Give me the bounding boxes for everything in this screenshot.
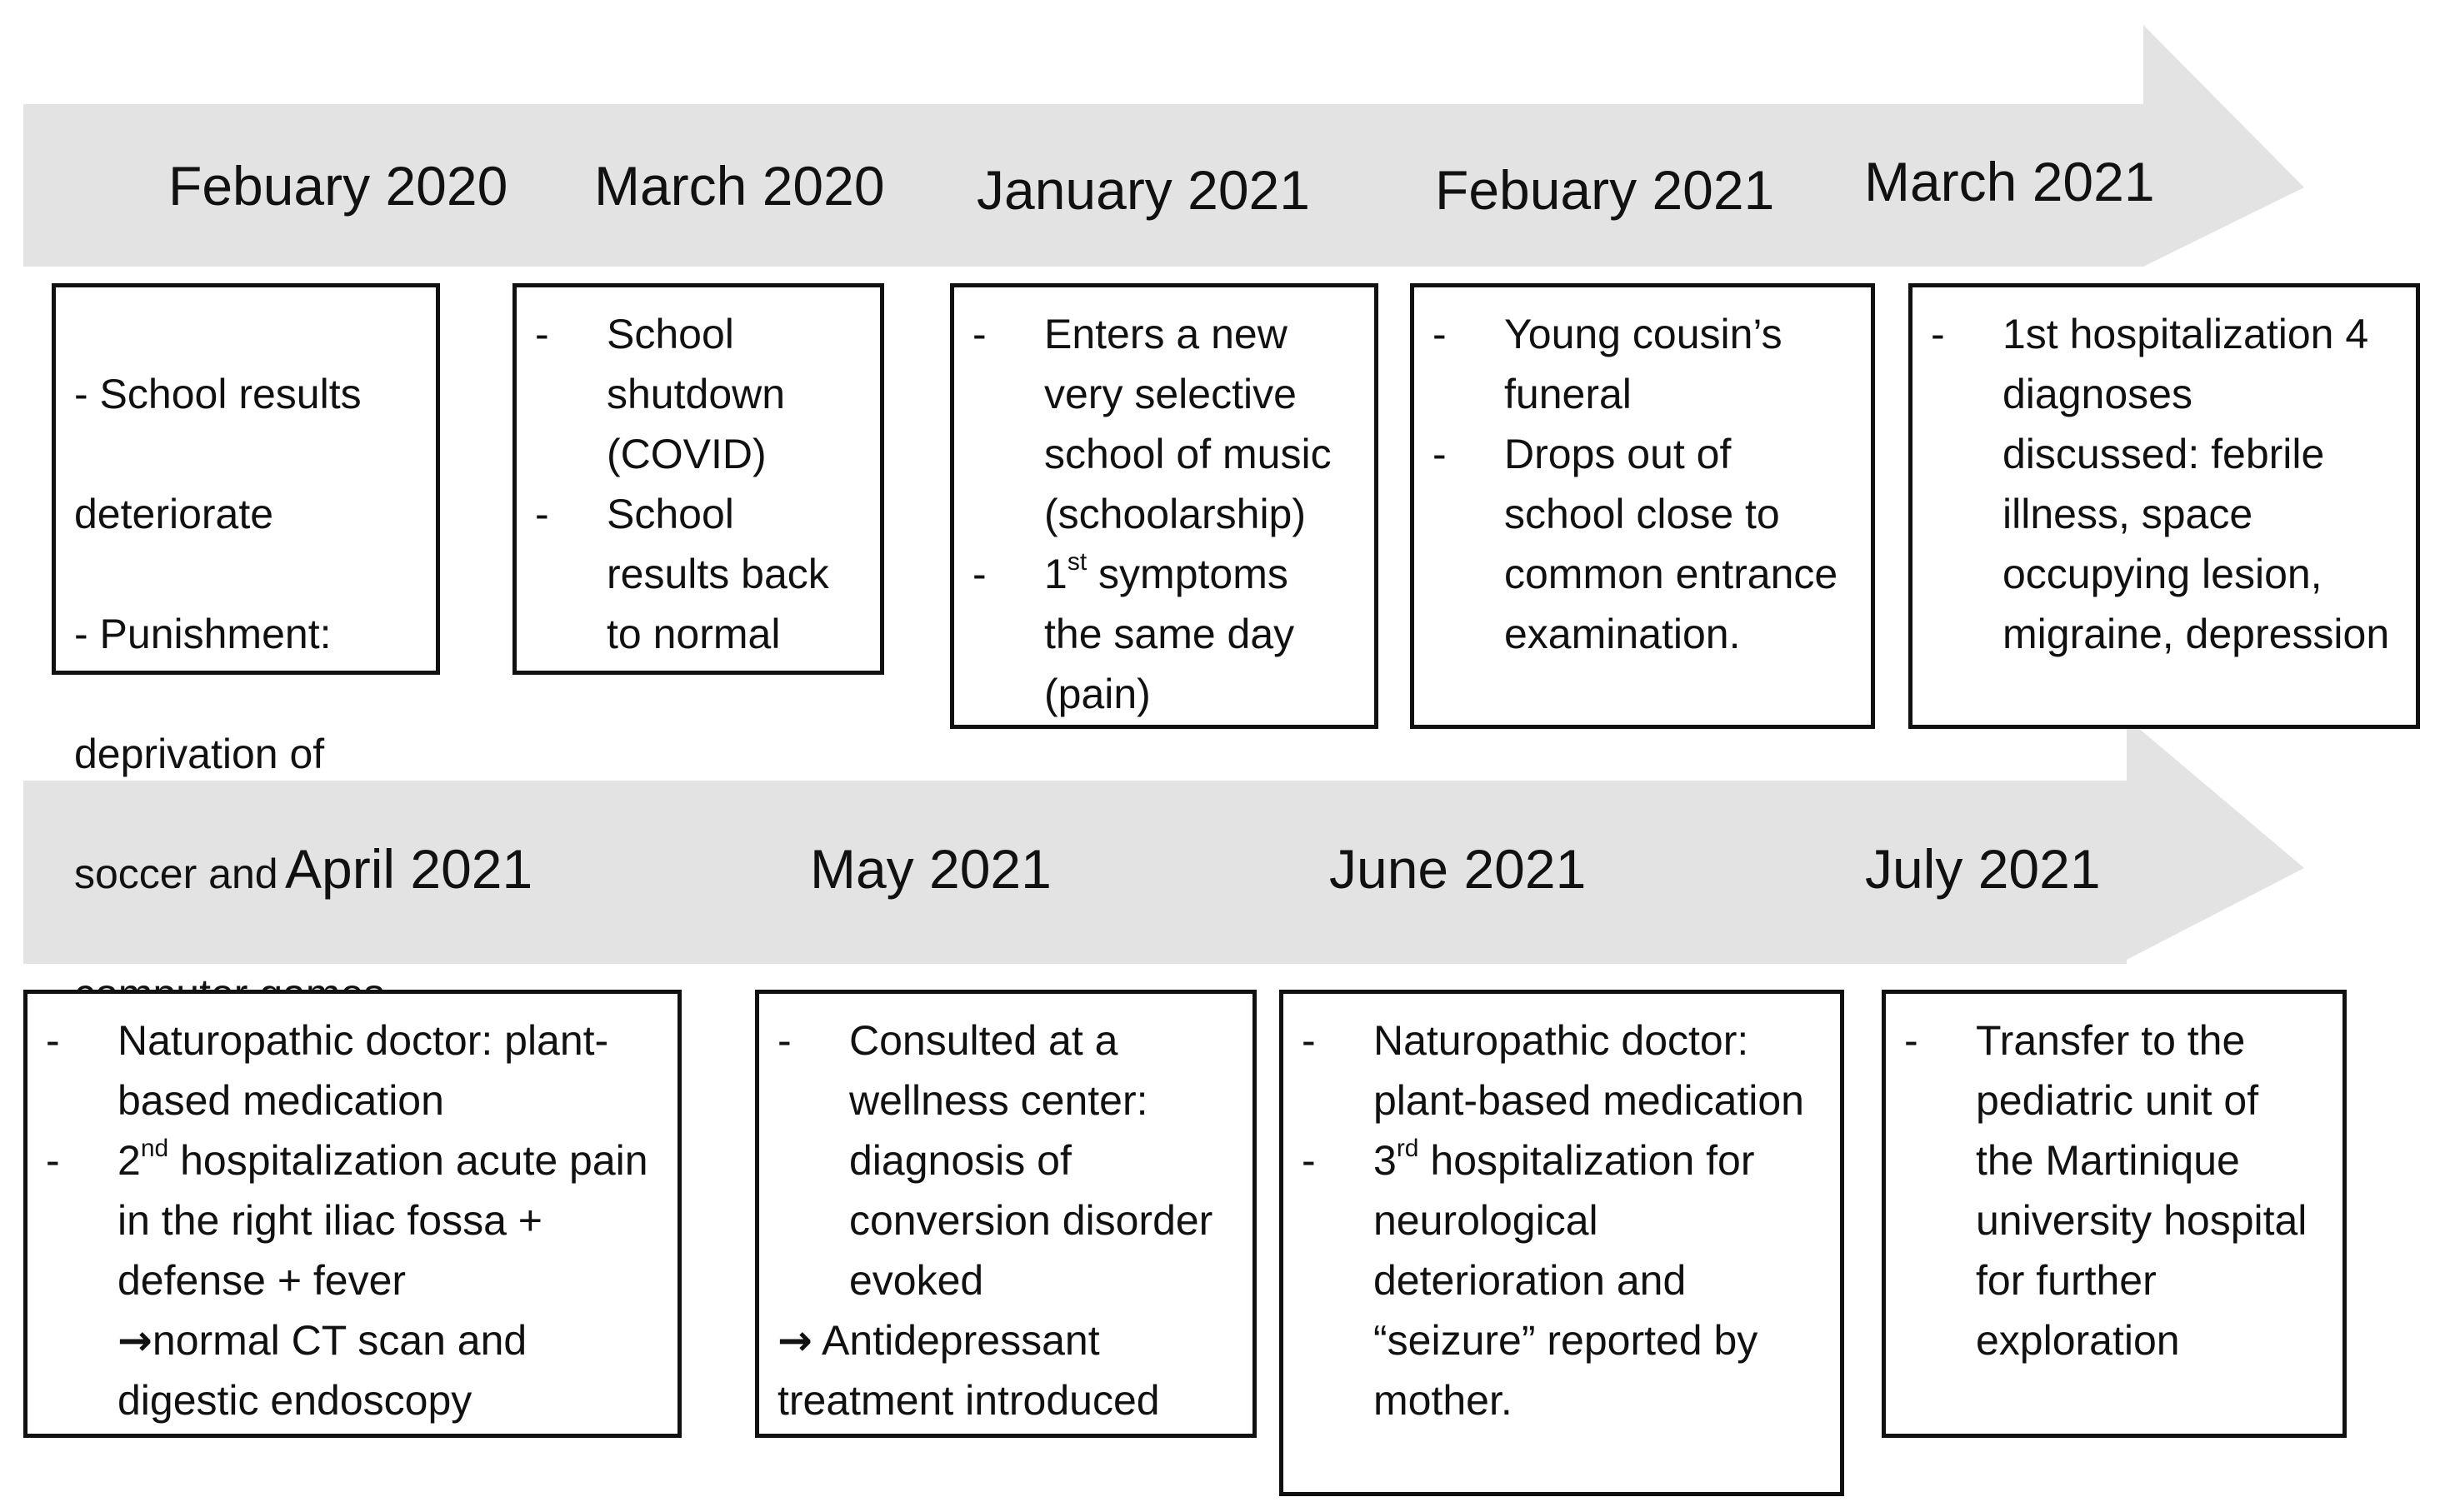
event-line: deprivation of [74,731,325,777]
event-line: deteriorate [74,491,274,537]
ordinal-suffix: st [1067,548,1088,576]
event-line: soccer and [74,851,278,897]
event-box [1279,990,1844,1496]
ordinal-suffix: nd [140,1135,169,1163]
event-item: - Transfer to the pediatric unit of the Martinique university hospital for further exploration [1904,1010,2324,1370]
date-label: March 2020 [594,155,885,217]
event-box [1882,990,2347,1438]
event-box [1908,283,2420,729]
event-item: - School results back to normal [535,484,862,664]
date-label: May 2021 [810,838,1052,900]
date-label: January 2021 [977,159,1310,221]
event-item: - Enters a new very selective school of music (schoolarship) [972,304,1356,544]
event-line: - School results [74,371,362,417]
event-item: - School shutdown (COVID) [535,304,862,484]
event-box [950,283,1378,729]
event-item [46,1130,659,1310]
event-box [23,990,682,1438]
right-arrow-icon: → [778,1316,812,1365]
event-item: - Drops out of school close to common entrance examination. [1432,424,1852,664]
ordinal-number: 3 [1373,1137,1397,1184]
result-note [778,1310,1234,1430]
event-box [755,990,1257,1438]
date-label: June 2021 [1329,838,1587,900]
date-label: March 2021 [1864,151,2155,212]
event-box [512,283,884,675]
result-note [46,1310,659,1430]
event-item: - Naturopathic doctor: plant-based medication [46,1010,659,1130]
event-item-text: hospitalization acute pain in the right iliac fossa + defense + fever [118,1137,648,1304]
right-arrow-icon: → [118,1316,152,1365]
date-label: Febuary 2020 [168,155,508,217]
date-label: April 2021 [285,838,533,900]
event-item: - Consulted at a wellness center: diagnosis of conversion disorder evoked [778,1010,1234,1310]
result-note-text: normal CT scan and digestic endoscopy [118,1317,528,1424]
timeline-arrow-top [0,17,2440,267]
event-item: - Young cousin’s funeral [1432,304,1852,424]
event-item: - Naturopathic doctor: plant-based medication [1302,1010,1822,1130]
event-item: - 1st hospitalization 4 diagnoses discussed: febrile illness, space occupying lesion, migraine, depression [1931,304,2398,664]
date-label: Febuary 2021 [1435,159,1775,221]
event-item-text: hospitalization for neurological deterioration and “seizure” reported by mother. [1373,1137,1758,1424]
event-box [1410,283,1875,729]
event-item [1302,1130,1822,1430]
ordinal-number: 2 [118,1137,141,1184]
result-note-text: Antidepressant treatment introduced [778,1317,1160,1424]
event-item [972,544,1356,724]
date-label: July 2021 [1865,838,2101,900]
event-item-text: symptoms the same day (pain) [1044,551,1295,717]
event-line: - Punishment: [74,611,332,657]
ordinal-suffix: rd [1396,1135,1419,1163]
ordinal-number: 1 [1044,551,1068,597]
event-text [74,304,418,1084]
